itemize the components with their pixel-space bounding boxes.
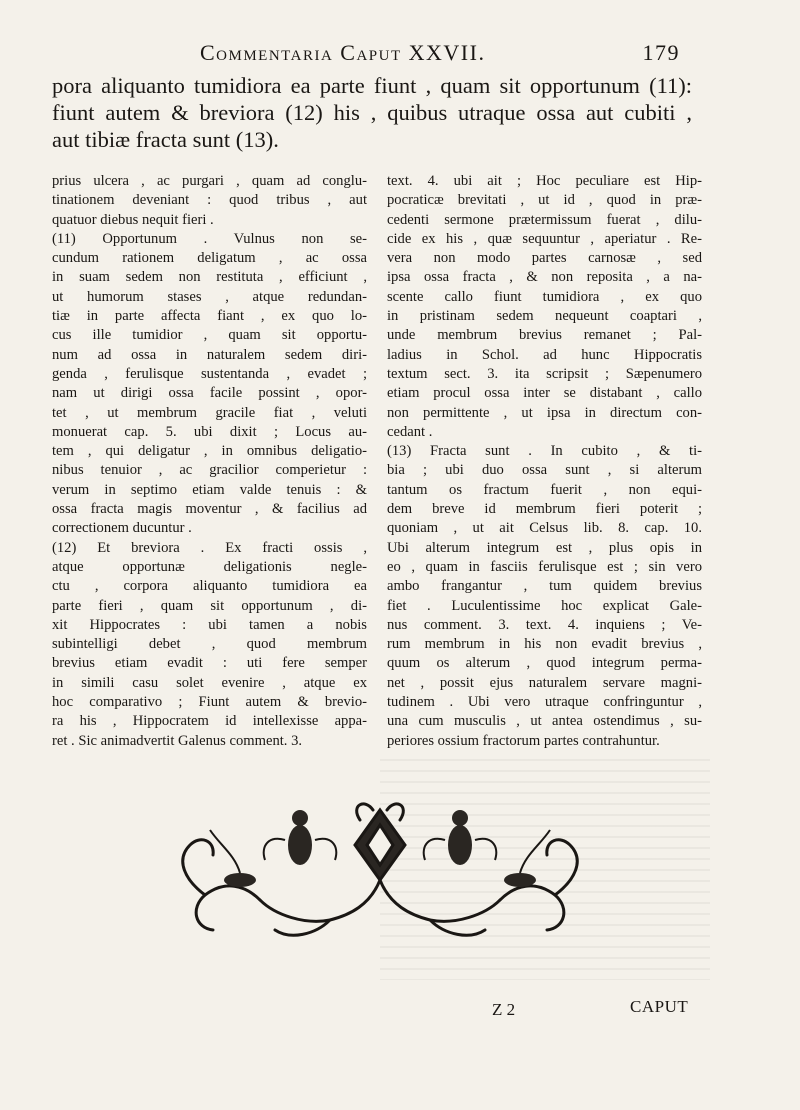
text-line: Ubi alterum integrum est , plus opis in: [387, 539, 702, 556]
text-line: quum os alterum , quod integrum perma-: [387, 655, 702, 672]
text-line: nam ut dirigi ossa facile possint , opor-: [52, 385, 367, 402]
text-line: cedenti sermone prætermissum fuerat , dilu-: [387, 211, 702, 228]
text-line: ret . Sic animadvertit Galenus comment. 3.: [52, 732, 303, 749]
text-line: xit Hippocrates : ubi tamen a nobis: [52, 616, 367, 633]
text-line: ipsa ossa fracta , & non reposita , a na-: [387, 269, 702, 286]
text-line: cide ex his , quæ sequuntur , aperiatur . Re-: [387, 230, 702, 247]
text-line: ut humorum stases , atque redundan-: [52, 288, 367, 305]
text-line: rum membrum in his non evadit brevius ,: [387, 636, 702, 653]
text-line: subintelligi debet , quod membrum: [52, 636, 367, 653]
running-head: [200, 40, 680, 66]
text-line: net , possit ejus naturalem servare magni-: [387, 674, 702, 691]
text-line: textum sect. 3. ita scripsit ; Sæpenumero: [387, 365, 702, 382]
right-column: [387, 172, 702, 751]
text-line: genda , ferulisque sustentanda , evadet ;: [52, 365, 367, 382]
text-line: vera non modo partes carnosæ , sed: [387, 250, 702, 267]
text-line: tiæ in parte affecta fiant , ex quo lo-: [52, 308, 367, 325]
text-line: una cum musculis , ut antea ostendimus , su-: [387, 713, 702, 730]
text-line: tantum os fractum fuerit , non equi-: [387, 481, 702, 498]
text-line: num ad ossa in naturalem sedem diri-: [52, 346, 367, 363]
text-line: text. 4. ubi ait ; Hoc peculiare est Hip-: [387, 173, 702, 189]
text-line: scente callo fiunt tumidiora , ex quo: [387, 288, 702, 305]
tailpiece-ornament: [165, 800, 595, 950]
text-line: fiet . Luculentissime hoc explicat Gale-: [387, 597, 702, 614]
text-line: atque opportunæ deligationis negle-: [52, 558, 367, 575]
text-line: correctionem ducuntur .: [52, 520, 192, 537]
text-line: periores ossium fractorum partes contrahuntur.: [387, 732, 660, 749]
text-line: tem , qui deligatur , in omnibus deligatio-: [52, 443, 367, 460]
text-line: in suam sedem non restituta , efficiunt ,: [52, 269, 367, 286]
catchword: CAPUT: [630, 997, 689, 1016]
text-line: dem breve id membrum fieri poterit ;: [387, 501, 702, 518]
lead-line: aut tibiæ fracta sunt (13).: [52, 127, 279, 152]
lead-text: [52, 72, 692, 153]
text-line: ossa fracta magis moventur , & facilius ad: [52, 501, 367, 518]
text-line: parte fieri , quam sit opportunum , di-: [52, 597, 367, 614]
text-line: cus ille tumidior , quam sit opportu-: [52, 327, 367, 344]
lead-line: fiunt autem & breviora (12) his , quibus utraque ossa aut cubiti ,: [52, 100, 692, 125]
text-line: ambo frangantur , tum quidem brevius: [387, 578, 702, 595]
text-line: (11) Opportunum . Vulnus non se-: [52, 230, 367, 247]
text-line: brevius etiam evadit : uti fere semper: [52, 655, 367, 672]
text-line: ctu , corpora aliquanto tumidiora ea: [52, 578, 367, 595]
text-line: monuerat cap. 5. ubi dixit ; Locus au-: [52, 423, 367, 440]
text-line: ladius in Schol. ad hunc Hippocratis: [387, 346, 702, 363]
text-line: (12) Et breviora . Ex fracti ossis ,: [52, 539, 367, 556]
lead-line: pora aliquanto tumidiora ea parte fiunt , quam sit opportunum (11):: [52, 73, 692, 98]
text-line: nibus tenuior , ac gracilior comperietur :: [52, 462, 367, 479]
signature-mark: Z 2: [492, 1000, 516, 1019]
text-line: tet , ut membrum gracile fiat , veluti: [52, 404, 367, 421]
text-line: verum in septimo etiam valde tenuis : &: [52, 481, 367, 498]
left-column: [52, 172, 367, 751]
page-number: 179: [642, 40, 680, 65]
text-line: tudinem . Ubi vero utraque confringuntur ,: [387, 694, 702, 711]
text-line: cedant .: [387, 423, 433, 440]
text-line: etiam procul ossa inter se distabant , callo: [387, 385, 702, 402]
running-title: Commentaria Caput XXVII.: [200, 40, 486, 65]
text-line: quatuor diebus nequit fieri .: [52, 211, 214, 228]
text-line: in pristinam sedem nequeunt coaptari ,: [387, 308, 702, 325]
text-line: nus comment. 3. text. 4. inquiens ; Ve-: [387, 616, 702, 633]
text-line: cundum rationem deligatum , ac ossa: [52, 250, 367, 267]
text-line: hoc comparativo ; Fiunt autem & brevio-: [52, 694, 367, 711]
text-line: pocraticæ brevitati , ut id , quod in præ-: [387, 192, 702, 209]
text-line: quoniam , ut ait Celsus lib. 8. cap. 10.: [387, 520, 702, 537]
text-line: in simili casu solet evenire , atque ex: [52, 674, 367, 691]
text-line: bia ; ubi duo ossa sunt , si alterum: [387, 462, 702, 479]
text-line: ra his , Hippocratem id intellexisse appa-: [52, 713, 367, 730]
text-line: non permittente , ut ipsa in directum con-: [387, 404, 702, 421]
text-line: unde membrum brevius remanet ; Pal-: [387, 327, 702, 344]
text-line: tinationem deveniant : quod tribus , aut: [52, 192, 367, 209]
text-line: (13) Fracta sunt . In cubito , & ti-: [387, 443, 702, 460]
text-line: prius ulcera , ac purgari , quam ad conglu-: [52, 173, 367, 189]
text-line: eo , quam in fasciis ferulisque est ; sin vero: [387, 558, 702, 575]
